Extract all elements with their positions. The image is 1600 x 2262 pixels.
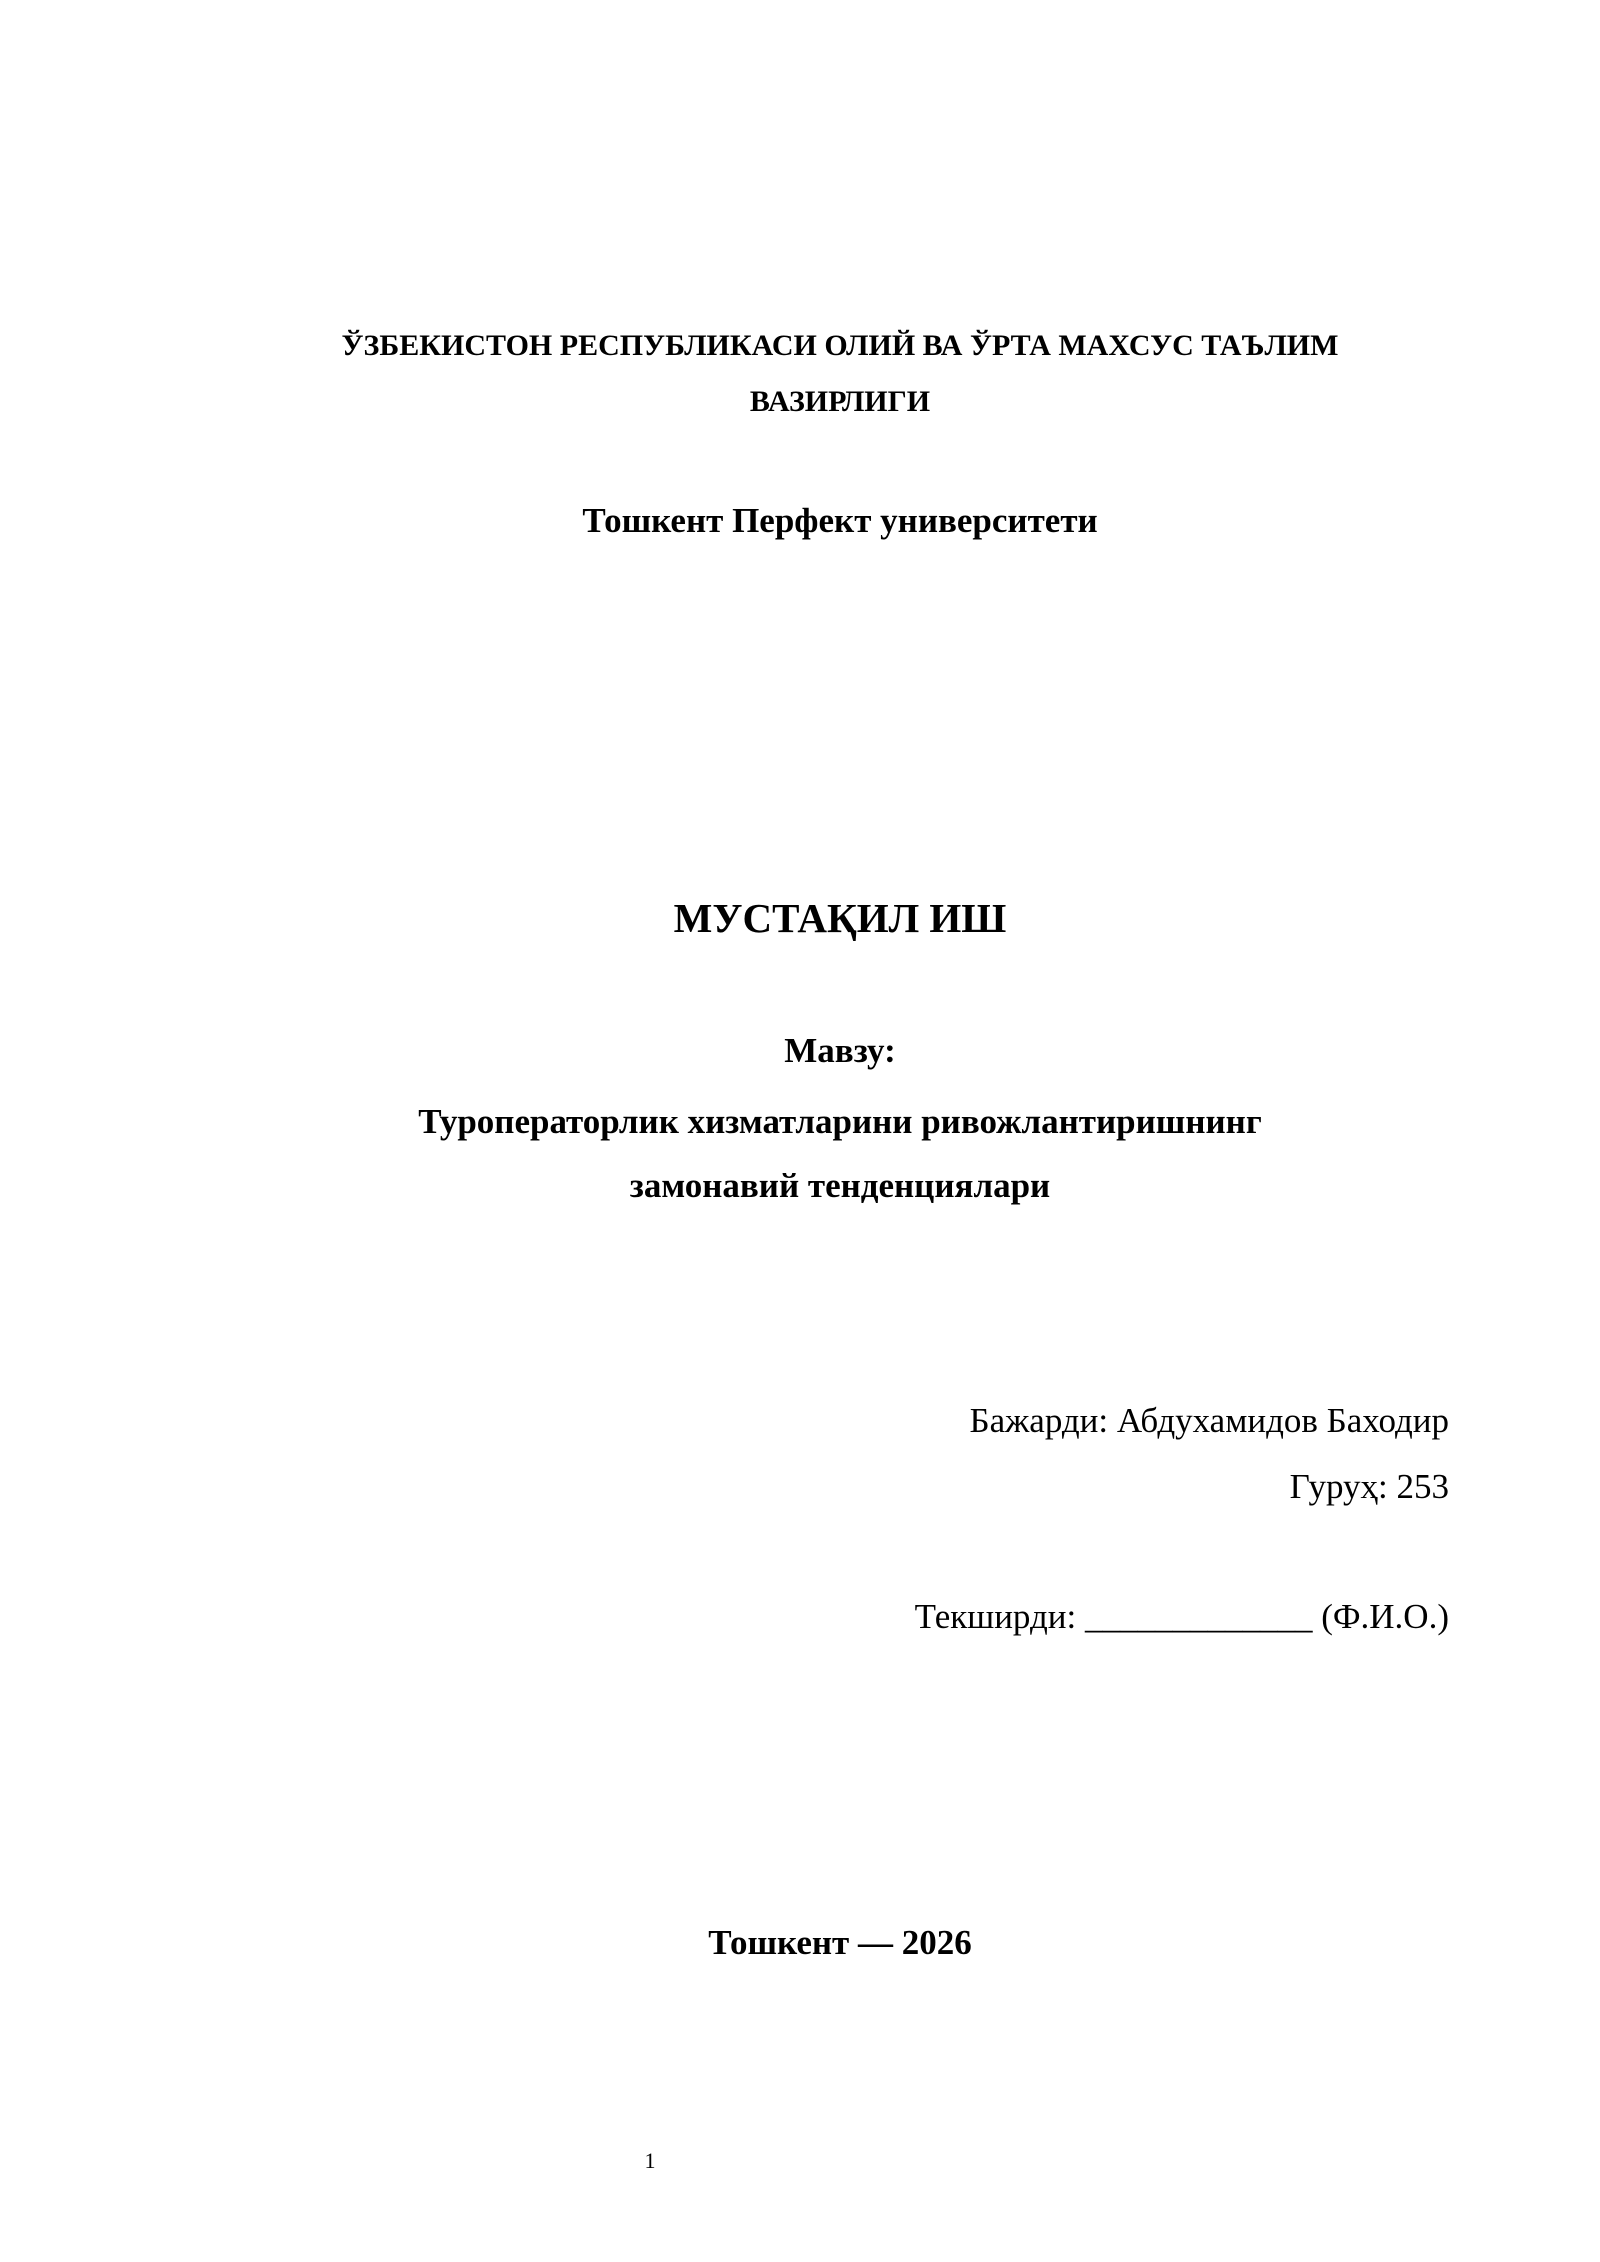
topic-label: Мавзу: [784, 1031, 896, 1070]
topic-line-1: Туроператорлик хизматларини ривожлантиришнинг [418, 1102, 1262, 1141]
university-name: Тошкент Перфект университети [582, 501, 1098, 540]
ministry-line-1: ЎЗБЕКИСТОН РЕСПУБЛИКАСИ ОЛИЙ ВА ЎРТА МАХСУС ТАЪЛИМ [341, 329, 1339, 362]
topic-title [250, 1090, 1430, 1218]
ministry-heading [250, 318, 1430, 430]
city-year: Тошкент — 2026 [708, 1923, 972, 1962]
checked-by: Текширди: _____________ (Ф.И.О.) [914, 1597, 1449, 1636]
topic-line-2: замонавий тенденциялари [629, 1166, 1051, 1205]
ministry-line-2: ВАЗИРЛИГИ [749, 385, 931, 418]
group-number: Гуруҳ: 253 [1289, 1467, 1449, 1506]
document-title: МУСТАҚИЛ ИШ [673, 895, 1007, 941]
page-number: 1 [644, 2148, 656, 2173]
performed-by: Бажарди: Абдухамидов Баходир [969, 1401, 1449, 1440]
